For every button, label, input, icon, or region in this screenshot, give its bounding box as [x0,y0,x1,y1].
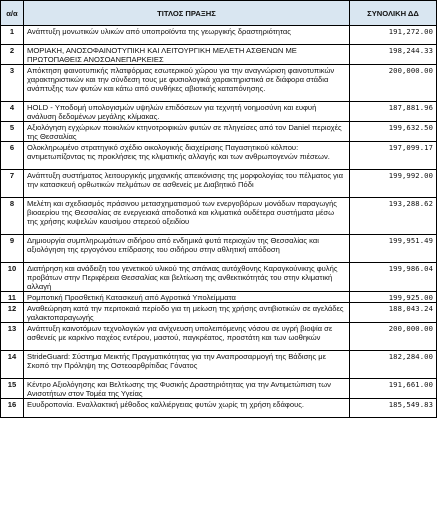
row-title: Ολοκληρωμένο στρατηγικό σχέδιο οικολογικής διαχείρισης Παγασητικού κόλπου: αντιμετωπίζοντας τις προκλήσεις της κλιματικής αλλαγής και των ανθρωπογενών πιέσεων. [24,142,350,170]
header-amount: ΣΥΝΟΛΙΚΗ ΔΔ [350,1,437,26]
table-row [1,235,437,263]
table-row [1,170,437,198]
table-row [1,292,437,303]
row-title: Αναθεώρηση κατά την περιτοκαιά περίοδο για τη μείωση της χρήσης αντιβιοτικών σε αγελάδες γαλακτοπαραγωγής [24,303,350,323]
table-body [1,26,437,418]
row-number: 7 [1,170,24,198]
row-title: ΜΟΡΙΑΚΗ, ΑΝΟΣΟΦΑΙΝΟΤΥΠΙΚΗ ΚΑΙ ΛΕΙΤΟΥΡΓΙΚΗ ΜΕΛΕΤΗ ΑΣΘΕΝΩΝ ΜΕ ΠΡΩΤΟΠΑΘΕΙΣ ΑΝΟΣΟΑΝΕΠΑΡΚΕΙΕΣ [24,45,350,65]
row-title: Διατήρηση και ανάδειξη του γενετικού υλικού της σπάνιας αυτόχθονης Καραγκούνικης φυλής προβάτων στην Περιφέρεια Θεσσαλίας και βελτίωση της ανθεκτικότητάς του στην κλιματική αλλαγή [24,263,350,292]
row-amount: 199,951.49 [350,235,437,263]
row-number: 11 [1,292,24,303]
row-number: 14 [1,351,24,379]
row-number: 6 [1,142,24,170]
table-row [1,263,437,292]
row-amount: 199,986.04 [350,263,437,292]
row-number: 10 [1,263,24,292]
row-amount: 193,288.62 [350,198,437,235]
row-amount: 187,881.96 [350,102,437,122]
row-title: Απόκτηση φαινοτυπικής πλατφόρμας εσωτερικού χώρου για την αναγνώριση φαινοτυπικών χαρακτηριστικών και την σύνδεση τους με φυσιολογικά χαρακτηριστικά σε διάφορα στάδια ανάπτυξης των φυτών και κάτω από συνθήκες αβιοτικής καταπόνησης. [24,65,350,102]
row-amount: 200,000.00 [350,65,437,102]
row-amount: 198,244.33 [350,45,437,65]
row-amount: 188,043.24 [350,303,437,323]
row-title: Ανάπτυξη καινοτόμων τεχνολογιών για ανίχνευση υπολειπόμενης νόσου σε υγρή βιοψία σε ασθενείς με καρκίνο παχέος εντέρου, μαστού, παγκρέατος, προστάτη και των ωοθηκών [24,323,350,351]
table-row [1,198,437,235]
row-number: 5 [1,122,24,142]
table-row [1,379,437,399]
row-title: Ρομποτική Προσθετική Κατασκευή από Αγροτικά Υπολείμματα [24,292,350,303]
row-title: Κέντρο Αξιολόγησης και Βελτίωσης της Φυσικής Δραστηριότητας για την Αντιμετώπιση των Ανισοτήτων στον Τομέα της Υγείας [24,379,350,399]
row-number: 4 [1,102,24,122]
row-amount: 199,925.00 [350,292,437,303]
row-title: StrideGuard: Σύστημα Μεικτής Πραγματικότητας για την Αναπροσαρμογή της Βάδισης με Σκοπό την Πρόληψη της Οστεοαρθρίτιδας Γόνατος [24,351,350,379]
row-number: 15 [1,379,24,399]
header-row [1,1,437,26]
row-number: 2 [1,45,24,65]
row-amount: 191,272.00 [350,26,437,45]
table-row [1,65,437,102]
row-title: Μελέτη και σχεδιασμός πράσινου μετασχηματισμού των ενεργοβόρων μονάδων παραγωγής βιοαερίου της Θεσσαλίας σε ενεργειακά αποδοτικά και κλιματικά ουδέτερα συστήματα μέσω της χρήσης κυψελών καυσίμου στερεού οξειδίου [24,198,350,235]
row-amount: 197,099.17 [350,142,437,170]
table-row [1,45,437,65]
row-amount: 200,000.00 [350,323,437,351]
row-number: 8 [1,198,24,235]
table-row [1,102,437,122]
row-title: Αξιολόγηση εγχώριων ποικιλιών κτηνοτροφικών φυτών σε πληγείσες από τον Daniel περιοχές της Θεσσαλίας [24,122,350,142]
row-amount: 191,661.00 [350,379,437,399]
row-title: Ευυδροπονία. Εναλλακτική μέθοδος καλλιέργειας φυτών χωρίς τη χρήση εδάφους. [24,399,350,418]
row-number: 9 [1,235,24,263]
row-title: Ανάπτυξη μονωτικών υλικών από υποπροϊόντα της γεωργικής δραστηριότητας [24,26,350,45]
row-number: 3 [1,65,24,102]
row-amount: 185,549.83 [350,399,437,418]
row-title: HOLD - Υποδομή υπολογισμών υψηλών επιδόσεων για τεχνητή νοημοσύνη και ευφυή ανάλυση δεδομένων μεγάλης κλίμακας. [24,102,350,122]
table-row [1,323,437,351]
row-title: Ανάπτυξη συστήματος λειτουργικής μηχανικής απεικόνισης της μορφολογίας του πέλματος για την κατασκευή ορθωτικών πελμάτων σε ασθενείς με Διαβητικό Πόδι [24,170,350,198]
row-amount: 182,284.00 [350,351,437,379]
header-title: ΤΙΤΛΟΣ ΠΡΑΞΗΣ [24,1,350,26]
row-number: 1 [1,26,24,45]
table-row [1,26,437,45]
table-row [1,351,437,379]
table-row [1,399,437,418]
row-number: 13 [1,323,24,351]
table-row [1,303,437,323]
row-number: 16 [1,399,24,418]
row-title: Δημιουργία συμπληρωμάτων σιδήρου από ενδημικά φυτά περιοχών της Θεσσαλίας και αξιολόγηση της εργογόνου επίδρασης του σιδήρου στην αθλητική απόδοση [24,235,350,263]
row-amount: 199,632.50 [350,122,437,142]
table-row [1,142,437,170]
header-num: α/α [1,1,24,26]
table-row [1,122,437,142]
row-number: 12 [1,303,24,323]
table-header [1,1,437,26]
row-amount: 199,992.00 [350,170,437,198]
